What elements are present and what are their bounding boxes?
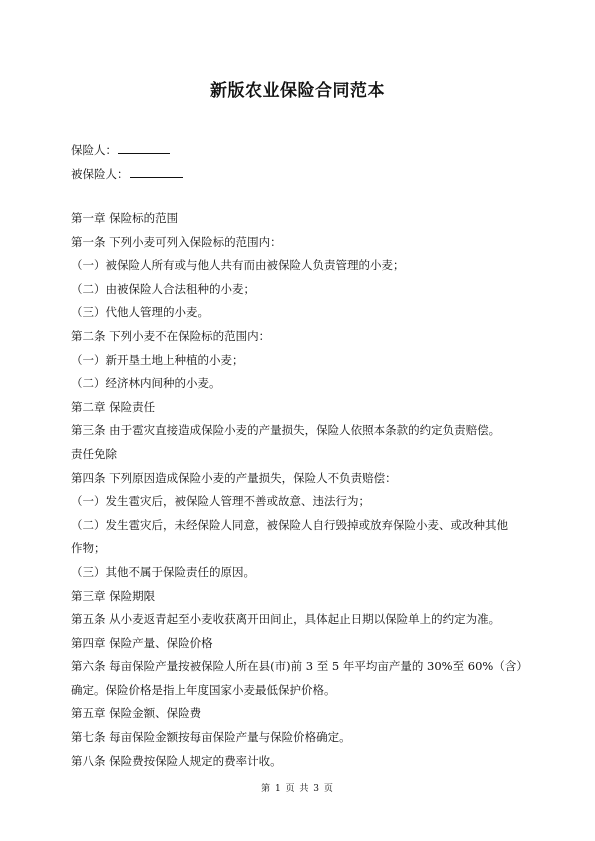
chapter-heading: 第四章 保险产量、保险价格 — [71, 635, 213, 650]
article-line: 第三条 由于雹灾直接造成保险小麦的产量损失，保险人依照本条款的约定负责赔偿。 — [71, 423, 501, 438]
article-line: 第二条 下列小麦不在保险标的范围内： — [71, 328, 271, 343]
chapter-heading: 第一章 保险标的范围 — [71, 211, 179, 225]
page-number-footer: 第 1 页 共 3 页 — [261, 784, 334, 794]
chapter-heading: 第五章 保险金额、保险费 — [71, 706, 202, 721]
document-title: 新版农业保险合同范本 — [210, 81, 385, 101]
insurer-line — [71, 143, 170, 157]
chapter-heading: 第二章 保险责任 — [71, 399, 156, 414]
clause-line: （一）发生雹灾后，被保险人管理不善或故意、违法行为； — [71, 494, 370, 509]
insured-label: 被保险人： — [71, 167, 129, 181]
insured-blank — [130, 167, 183, 178]
article-line: 第四条 下列原因造成保险小麦的产量损失，保险人不负责赔偿： — [71, 470, 397, 485]
article-line: 第五条 从小麦返青起至小麦收获离开田间止，具体起止日期以保险单上的约定为准。 — [71, 612, 501, 627]
article-line: 第八条 保险费按保险人规定的费率计收。 — [71, 753, 282, 768]
clause-line: （一）被保险人所有或与他人共有而由被保险人负责管理的小麦； — [71, 258, 405, 273]
clause-line: （三）代他人管理的小麦。 — [71, 305, 209, 320]
article-line: 第一条 下列小麦可列入保险标的范围内： — [71, 234, 282, 249]
clause-line: （二）由被保险人合法租种的小麦； — [71, 281, 255, 296]
contract-body — [71, 207, 529, 773]
chapter-heading: 第三章 保险期限 — [71, 588, 156, 603]
article-line: 第六条 每亩保险产量按被保险人所在县(市)前 3 至 5 年平均亩产量的 30%至 60%（含） — [71, 659, 528, 674]
article-continuation: 确定。保险价格是指上年度国家小麦最低保护价格。 — [71, 682, 336, 697]
clause-line: （一）新开垦土地上种植的小麦； — [71, 352, 244, 367]
clause-line: （二）发生雹灾后，未经保险人同意，被保险人自行毁掉或放弃保险小麦、或改种其他 — [71, 517, 508, 532]
clause-line: （二）经济林内间种的小麦。 — [71, 376, 221, 391]
insured-line — [71, 167, 183, 181]
insurer-label: 保险人： — [71, 143, 117, 157]
article-line: 第七条 每亩保险金额按每亩保险产量与保险价格确定。 — [71, 730, 351, 745]
clause-continuation: 作物； — [71, 541, 106, 556]
insurer-blank — [118, 143, 170, 154]
clause-line: （三）其他不属于保险责任的原因。 — [71, 564, 255, 579]
section-heading: 责任免除 — [71, 446, 117, 461]
